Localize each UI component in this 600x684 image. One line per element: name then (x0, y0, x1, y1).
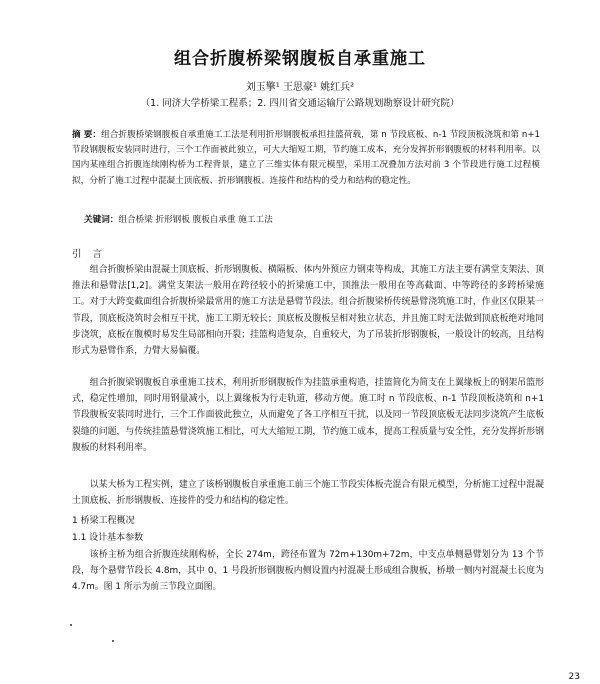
abstract (72, 128, 540, 189)
intro-p3-text: 以某大桥为工程实例，建立了该桥钢腹板自承重施工前三个施工节段实体板壳混合有限元模型，分析施工过程中混凝土顶底板、折形钢腹板、连接件的受力和结构的稳定性。 (72, 480, 544, 507)
intro-paragraph-1 (72, 262, 544, 359)
paper-authors: 刘玉擎¹ 王思豪¹ 姚红兵² (245, 82, 355, 93)
keywords-text: 组合桥梁 折形钢板 腹板自承重 施工工法 (118, 215, 273, 225)
paper-affiliation: （1. 同济大学桥梁工程系；2. 四川省交通运输厅公路规划勘察设计研究院） (140, 98, 460, 109)
intro-heading: 引 言 (72, 249, 107, 260)
abstract-label: 摘 要： (72, 130, 102, 140)
abstract-text: 组合折腹桥梁钢腹板自承重施工工法是利用折形钢腹板承担挂篮荷载，第 n 节段底板、n-1 节段顶板浇筑和第 n+1 节段钢腹板安装同时进行，三个工作面被此独立，可大大缩短工期，节约施工成本，充分发挥折形钢腹板的材料利用率。以国内某座组合折腹连续刚构桥为工程背景，建立了三维实体有限元模型，采用工况叠加方法对前 3 个节段进行施工过程模拟，分析了施工过程中混凝土顶底板、折形钢腹板、连接件和结构的受力和结构的稳定性。 (72, 130, 540, 186)
section-1-heading: 1 桥梁工程概况 (72, 516, 135, 526)
intro-p1-text: 组合折腹桥梁由混凝土顶底板、折形钢腹板、横隔板、体内外预应力钢束等构成，其施工方法主要有满堂支架法、顶推法和悬臂法[1,2]。满堂支架法一般用在跨径较小的折梁施工中，顶推法一般用在等高截面、中等跨径的多跨桥梁施工。对于大跨变截面组合折腹桥梁最常用的施工方法是悬臂节段法。组合折腹梁桥传统悬臂浇筑施工时，作业区仅限某一节段，顶底板浇筑时会相互干扰，施工工期无较长；顶底板及腹板呈相对独立状态，并且施工时无法做到顶底板绝对地同步浇筑，底板在腹模时易发生局部相向开裂；挂篮构造复杂，自重较大，为了吊装折形钢腹板，一般设计的较高，且结构形式为悬臂作系，力臂大易偏覆。 (72, 265, 544, 357)
paper-title: 组合折腹桥梁钢腹板自承重施工 (174, 49, 426, 69)
intro-paragraph-3 (72, 477, 544, 509)
keywords (84, 213, 540, 225)
intro-paragraph-2 (72, 375, 544, 456)
scan-speck (70, 624, 72, 626)
intro-p2-text: 组合折腹梁钢腹板自承重施工技术，利用折形钢腹板作为挂篮承重构造，挂篮简化为简支在上翼缘板上的钢架吊篮形式，稳定性增加，同时用钢量减小，以上翼缘板为行走轨道，移动方便。施工时 n 节段底板、n-1 节段顶板浇筑和 n+1 节段腹板安装同时进行，三个工作面彼此独立，从而避免了各工序相互干扰，以及同一节段顶底板无法同步浇筑产生底板裂缝的问题，与传统挂篮悬臂浇筑施工相比，可大大缩短工期，节约施工成本，提高工程质量与安全性，充分发挥折形钢腹板的材料利用率。 (72, 378, 544, 453)
section-1-1-heading: 1.1 设计基本参数 (72, 533, 144, 543)
section-1-1-paragraph (72, 547, 544, 596)
page-number: 23 (568, 672, 580, 682)
section-1-1-text: 该桥主桥为组合折腹连续刚构桥，全长 274m，跨径布置为 72m+130m+72m，中支点单侧悬臂划分为 13 个节段，每个悬臂节段长 4.8m，其中 0、1 号段折形钢腹板内侧设置内衬混凝土形成组合腹板，桥墩一侧内衬混凝土长度为 4.7m。图 1 所示为前三节段立面图。 (72, 550, 544, 593)
keywords-label: 关键词： (84, 215, 119, 225)
scan-speck (112, 640, 114, 642)
